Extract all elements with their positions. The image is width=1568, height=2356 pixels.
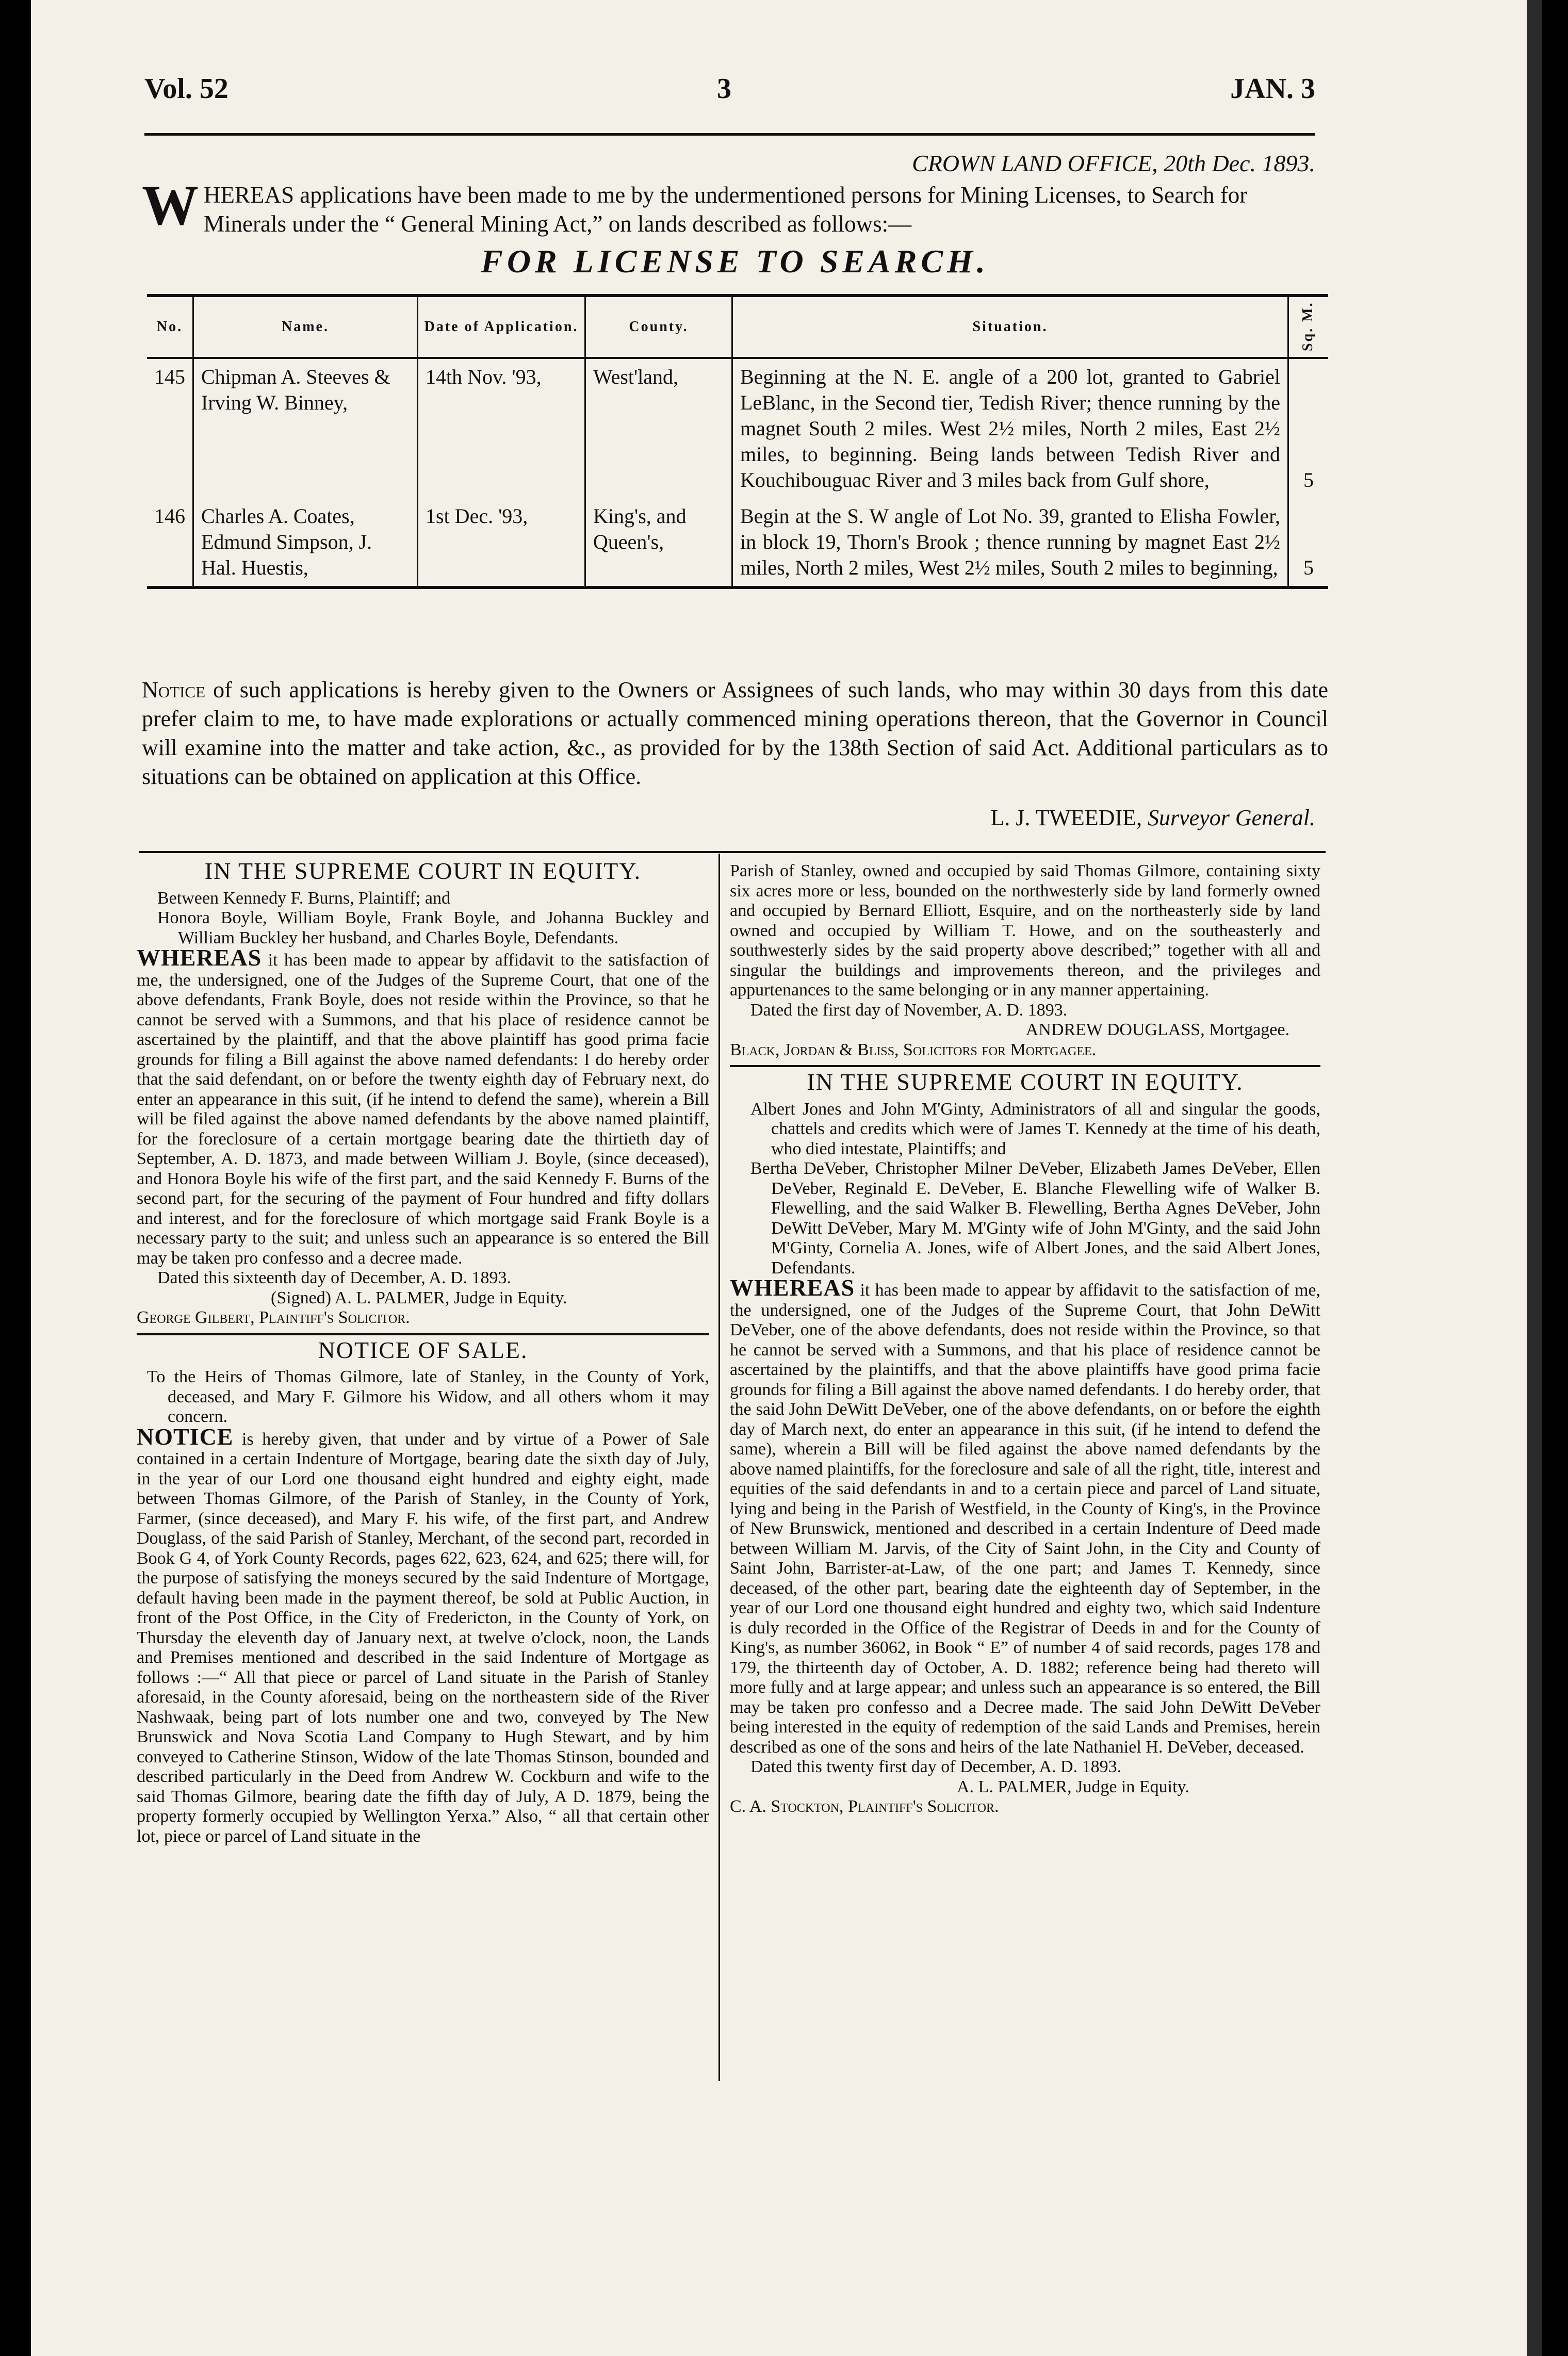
row-situation: Begin at the S. W angle of Lot No. 39, granted to Elisha Fowler, in block 19, Thorn's Brook ; thence running by magnet East 2½ miles, North 2 miles, West 2½ miles, South 2 miles to beginning,	[732, 498, 1288, 587]
signature-title: Surveyor General.	[1147, 805, 1315, 830]
whereas-text: it has been made to appear by affidavit to the satisfaction of me, the undersigned, one of the Judges of the Supreme Court, that one of the above defendants, Frank Boyle, does not reside within the Province, so that he cannot be served with a Summons, and that his place of residence cannot be ascertained by the plaintiff, and that the above plaintiff has good prima facie grounds for filing a Bill against the above named defendants: I do hereby order that the said defendant, on or before the twenty eighth day of February next, do enter an appearance in this suit, (if he intend to defend the same), wherein a Bill will be filed against the above named defendants by the above named plaintiff, for the foreclosure of a certain mortgage bearing date the thirtieth day of September, A. D. 1873, and made between William J. Boyle, (since deceased), and Honora Boyle his wife of the first part, and the said Kennedy F. Burns of the second part, for the securing of the payment of Four hundred and fifty dollars and interest, and for the foreclosure of which mortgage said Frank Boyle is a necessary party to the suit; and unless such an appearance is so entered the Bill may be taken pro confesso and a decree made.	[137, 951, 709, 1268]
page-number: 3	[717, 73, 731, 105]
col-date: Date of Application.	[418, 296, 585, 358]
issue-date: JAN. 3	[1230, 73, 1315, 105]
court-heading: IN THE SUPREME COURT IN EQUITY.	[807, 1069, 1244, 1095]
sale-notice-text: is hereby given, that under and by virtue of a Power of Sale contained in a certain Indenture of Mortgage, bearing date the sixth day of July, in the year of our Lord one thousand eight hundred and eighty eight, made between Thomas Gilmore, of the Parish of Stanley, in the County of York, Farmer, (since deceased), and Mary F. his wife, of the first part, and Andrew Douglass, of the said Parish of Stanley, Merchant, of the second part, recorded in Book G 4, of York County Records, pages 622, 623, 624, and 625; there will, for the purpose of satisfying the moneys secured by the said Indenture of Mortgage, default having been made in the payment thereof, be sold at Public Auction, in front of the Post Office, in the City of Fredericton, in the County of York, on Thursday the eleventh day of January next, at twelve o'clock, noon, the Lands and Premises mentioned and described in the said Indenture of Mortgage as follows :—“ All that piece or parcel of Land situate in the Parish of Stanley aforesaid, in the County aforesaid, being on the northeastern side of the River Nashwaak, being part of lots number one and two, conveyed by The New Brunswick and Nova Scotia Land Company to Hugh Stewart, and by him conveyed to Catherine Stinson, Widow of the late Thomas Stinson, bounded and described particularly in the Deed from Andrew W. Cockburn and wife to the said Thomas Gilmore, bearing date the fifth day of July, A D. 1879, being the property formerly occupied by Wellington Yerxa.” Also, “ all that certain other lot, piece or parcel of Land situate in the	[137, 1429, 709, 1846]
notice-text: of such applications is hereby given to the Owners or Assignees of such lands, who may within 30 days from this date prefer claim to me, to have made explorations or actually commenced mining operations thereon, that the Governor in Council will examine into the matter and take action, &c., as provided for by the 138th Section of said Act. Additional particulars as to situations can be obtained on application at this Office.	[142, 677, 1328, 789]
sale-continuation: Parish of Stanley, owned and occupied by said Thomas Gilmore, containing sixty six acres more or less, bounded on the northwesterly side by land formerly owned and occupied by Bernard Elliott, Esquire, and on the northeasterly side by land owned and occupied by William T. Howe, and on the southeasterly and southwesterly sides by the said property above described;” together with all and singular the buildings and improvements thereon, and the privileges and appurtenances to the same belonging or in any manner appertaining.	[730, 861, 1320, 1000]
whereas-paragraph	[730, 1274, 1320, 1757]
row-date: 1st Dec. '93,	[418, 498, 585, 587]
col-situation: Situation.	[732, 296, 1288, 358]
page-header	[144, 72, 1315, 119]
parties-defendants: Honora Boyle, William Boyle, Frank Boyle, and Johanna Buckley and William Buckley her husband, and Charles Boyle, Defendants.	[157, 908, 709, 947]
dated-line: Dated this twenty first day of December, A. D. 1893.	[750, 1757, 1122, 1776]
dated-line: Dated this sixteenth day of December, A. D. 1893.	[157, 1268, 512, 1287]
court-heading: IN THE SUPREME COURT IN EQUITY.	[204, 858, 642, 884]
mortgagee-line: ANDREW DOUGLASS, Mortgagee.	[1025, 1020, 1289, 1039]
table-row	[147, 358, 1328, 498]
drop-cap: W	[142, 174, 199, 237]
col-no: No.	[147, 296, 193, 358]
row-county: King's, and Queen's,	[585, 498, 732, 587]
row-sq: 5	[1288, 358, 1329, 498]
solicitor-line: C. A. Stockton, Plaintiff's Solicitor.	[730, 1797, 999, 1816]
row-sq: 5	[1288, 498, 1329, 587]
row-no: 146	[147, 498, 193, 587]
sale-notice-paragraph	[137, 1423, 709, 1847]
signed-line: (Signed) A. L. PALMER, Judge in Equity.	[271, 1288, 567, 1307]
license-table-header	[147, 296, 1328, 358]
left-column	[137, 858, 709, 1846]
surveyor-signature	[877, 805, 1315, 831]
row-situation: Beginning at the N. E. angle of a 200 lot, granted to Gabriel LeBlanc, in the Second tier, Tedish River; thence running by the magnet South 2 miles. West 2½ miles, North 2 miles, East 2½ miles, to beginning. Being lands between Tedish River and Kouchibouguac River and 3 miles back from Gulf shore,	[732, 358, 1288, 498]
col-sq-m: Sq. M.	[1288, 296, 1329, 358]
divider	[137, 1333, 709, 1335]
right-column	[730, 861, 1320, 1817]
sale-notice-lead: NOTICE	[137, 1423, 234, 1450]
whereas-lead: WHEREAS	[730, 1274, 855, 1301]
crown-land-office-line: CROWN LAND OFFICE, 20th Dec. 1893.	[912, 150, 1315, 176]
crown-intro-text: HEREAS applications have been made to me by the undermentioned persons for Mining Licenses, to Search for Minerals under the “ General Mining Act,” on lands described as follows:—	[204, 182, 1248, 237]
section-rule	[139, 851, 1326, 853]
solicitor-line: George Gilbert, Plaintiff's Solicitor.	[137, 1308, 410, 1327]
col-county: County.	[585, 296, 732, 358]
mortgagee-solicitors: Black, Jordan & Bliss, Solicitors for Mortgagee.	[730, 1040, 1097, 1059]
whereas-lead: WHEREAS	[137, 944, 262, 971]
crown-intro	[142, 174, 1328, 238]
row-no: 145	[154, 365, 185, 388]
row-date: 14th Nov. '93,	[418, 358, 585, 498]
to-heirs: To the Heirs of Thomas Gilmore, late of Stanley, in the County of York, deceased, and Mary F. Gilmore his Widow, and all others whom it may concern.	[147, 1367, 709, 1426]
whereas-text: it has been made to appear by affidavit to the satisfaction of me, the undersigned, one of the Judges of the Supreme Court, that John DeWitt DeVeber, one of the above defendants, does not reside within the Province, so that he cannot be served with a Summons, and that his place of residence cannot be ascertained by the plaintiffs, and that the above plaintiffs have good prima facie grounds for filing a Bill against the above named defendants. I do hereby order, that the said John DeWitt DeVeber, one of the above defendants, on or before the eighth day of March next, do enter an appearance in this suit, (if he intend to defend the same), wherein a Bill will be filed against the above named defendants by the above named plaintiffs, for the foreclosure and sale of all the right, title, interest and equities of the said defendants in and to a certain piece and parcel of Land situate, lying and being in the Parish of Westfield, in the County of King's, in the Province of New Brunswick, mentioned and described in a certain Indenture of Deed made between William M. Jarvis, of the City of Saint John, in the City and County of Saint John, Barrister-at-Law, of the one part; and James T. Kennedy, since deceased, of the other part, bearing date the eighteenth day of September, in the year of our Lord one thousand eight hundred and eighty two, which said Indenture is duly recorded in the Office of the Registrar of Deeds in and for the County of King's, as number 36062, in Book “ E” of number 4 of said records, pages 178 and 179, the thirteenth day of October, A. D. 1882; reference being had thereto will more fully and at large appear; and unless such an appearance is so entered, the Bill may be taken pro confesso and a Decree made. The said John DeWitt DeVeber being interested in the equity of redemption of the said Lands and Premises, herein described as one of the sons and heirs of the late Nathaniel H. DeVeber, deceased.	[730, 1281, 1320, 1757]
notice-lead: Notice	[142, 677, 206, 702]
crown-notice	[142, 676, 1328, 791]
notice-of-sale-heading: NOTICE OF SALE.	[318, 1336, 528, 1363]
row-name: Chipman A. Steeves & Irving W. Binney,	[193, 358, 418, 498]
parties-plaintiff: Between Kennedy F. Burns, Plaintiff; and	[157, 888, 450, 908]
header-rule	[144, 133, 1315, 136]
divider	[730, 1065, 1320, 1067]
whereas-paragraph	[137, 944, 709, 1268]
signature-name: L. J. TWEEDIE,	[990, 805, 1142, 830]
license-title: FOR LICENSE TO SEARCH.	[481, 243, 989, 280]
license-table	[147, 294, 1328, 589]
parties-defendants: Bertha DeVeber, Christopher Milner DeVeber, Elizabeth James DeVeber, Ellen DeVeber, Reginald E. DeVeber, E. Blanche Flewelling wife of Walker B. Flewelling, and the said Walker B. Flewelling, Bertha Agnes DeVeber, John DeWitt DeVeber, Mary M. M'Ginty wife of John M'Ginty, and the said John M'Ginty, Cornelia A. Jones, wife of Albert Jones, and the said Albert Jones, Defendants.	[750, 1159, 1320, 1278]
column-divider	[718, 854, 720, 2081]
row-name: Charles A. Coates, Edmund Simpson, J. Hal. Huestis,	[193, 498, 418, 587]
judge-line: A. L. PALMER, Judge in Equity.	[957, 1777, 1189, 1796]
volume-label: Vol. 52	[144, 73, 228, 105]
row-county: West'land,	[585, 358, 732, 498]
parties-plaintiffs: Albert Jones and John M'Ginty, Administrators of all and singular the goods, chattels and credits which were of James T. Kennedy at the time of his death, who died intestate, Plaintiffs; and	[750, 1099, 1320, 1158]
col-name: Name.	[193, 296, 418, 358]
page-edge-shadow	[1527, 0, 1542, 2356]
table-row	[147, 498, 1328, 587]
dated-line: Dated the first day of November, A. D. 1893.	[750, 1000, 1068, 1020]
